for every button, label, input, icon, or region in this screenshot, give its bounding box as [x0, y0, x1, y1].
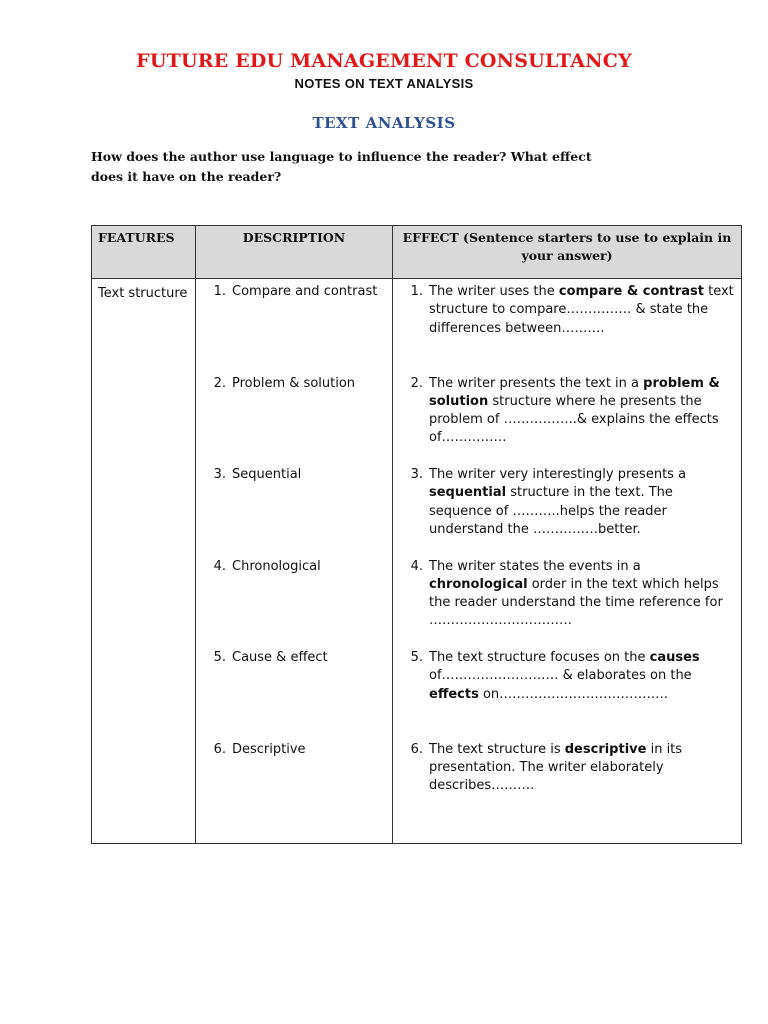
organization-title: FUTURE EDU MANAGEMENT CONSULTANCY — [136, 50, 632, 72]
section-title: TEXT ANALYSIS — [312, 114, 456, 132]
list-item: 2. Problem & solution — [213, 375, 356, 391]
text-analysis-table — [91, 225, 742, 844]
table-row — [92, 279, 742, 844]
list-item: 6. Descriptive — [213, 741, 306, 757]
list-item: 3. The writer very interestingly presents a sequential structure in the text. The sequence of ………..helps the reader understand the ……………better. — [410, 467, 687, 537]
feature-cell: Text structure — [92, 279, 196, 844]
list-item: 1. Compare and contrast — [213, 284, 378, 299]
list-item: 1. The writer uses the compare & contrast text structure to compare…………… & state the differences between………. — [410, 284, 734, 336]
question-line-2: does it have on the reader? — [91, 169, 282, 184]
list-item: 6. The text structure is descriptive in its presentation. The writer elaborately describes………. — [410, 741, 683, 794]
question-line-1: How does the author use language to influence the reader? What effect — [91, 149, 592, 164]
effect-cell — [393, 279, 742, 844]
header-effect: EFFECT (Sentence starters to use to explain in your answer) — [393, 226, 742, 279]
table-header-row — [92, 226, 742, 279]
list-item: 5. Cause & effect — [213, 650, 328, 665]
description-cell — [196, 279, 393, 844]
list-item: 3. Sequential — [213, 467, 302, 482]
list-item: 4. The writer states the events in a chronological order in the text which helps the reader understand the time reference for …………………………… — [410, 558, 723, 629]
header-features: FEATURES — [92, 226, 196, 279]
header-description: DESCRIPTION — [196, 226, 393, 279]
list-item: 2. The writer presents the text in a problem & solution structure where he presents the problem of ……………..& explains the effects of…………… — [410, 375, 720, 446]
document-subtitle: NOTES ON TEXT ANALYSIS — [294, 76, 474, 91]
list-item: 4. Chronological — [213, 558, 321, 574]
list-item: 5. The text structure focuses on the causes of……………………… & elaborates on the effects on………………………………… — [410, 650, 700, 702]
guiding-question — [91, 147, 671, 187]
